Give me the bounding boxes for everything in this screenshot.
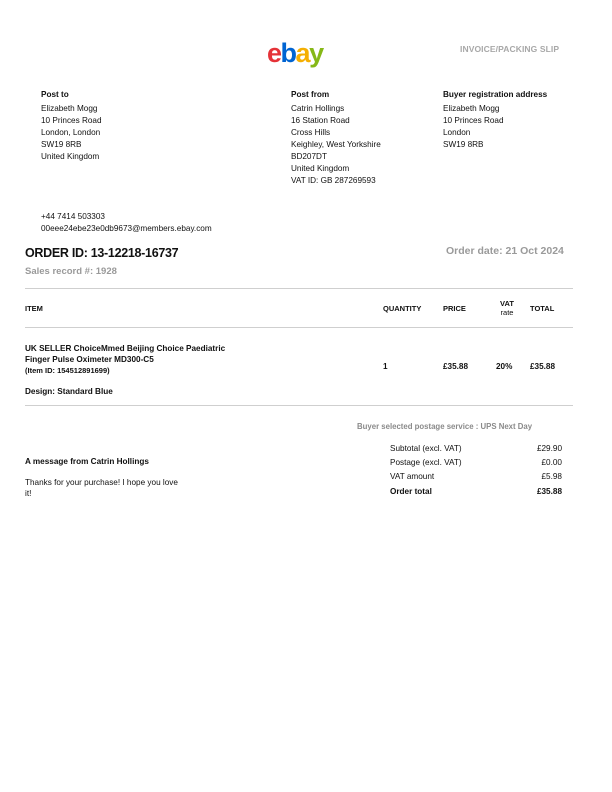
totals-value: £29.90 [536, 444, 562, 453]
buyer-contact [41, 211, 212, 235]
vat-header-line: rate [500, 308, 514, 317]
post-from-line: Catrin Hollings [291, 104, 345, 113]
buyer-registration-line: Elizabeth Mogg [443, 104, 500, 113]
totals-row-vat [390, 472, 562, 486]
item-variant: Design: Standard Blue [25, 387, 113, 396]
totals-value: £35.88 [536, 487, 562, 496]
buyer-registration-block [443, 89, 547, 151]
post-to-line: Elizabeth Mogg [41, 104, 98, 113]
item-price: £35.88 [443, 362, 469, 371]
item-quantity: 1 [383, 362, 388, 371]
totals-value: £5.98 [541, 472, 562, 481]
column-header-quantity: QUANTITY [383, 304, 422, 313]
post-from-line: VAT ID: GB 287269593 [291, 176, 376, 185]
post-from-line: Keighley, West Yorkshire [291, 140, 381, 149]
table-header-divider [25, 327, 573, 328]
order-id: ORDER ID: 13-12218-16737 [25, 246, 179, 260]
totals-row-order-total [390, 487, 562, 501]
buyer-registration-heading: Buyer registration address [443, 90, 548, 99]
totals-value: £0.00 [541, 458, 562, 467]
post-from-line: 16 Station Road [291, 116, 350, 125]
post-to-line: 10 Princes Road [41, 116, 102, 125]
totals-label: Subtotal (excl. VAT) [390, 444, 462, 453]
totals-label: Order total [390, 487, 432, 496]
post-from-line: United Kingdom [291, 164, 350, 173]
logo-letter-y: y [309, 38, 323, 68]
logo-letter-a: a [295, 38, 310, 68]
buyer-phone: +44 7414 503303 [41, 212, 105, 221]
item-id: (Item ID: 154512891699) [25, 366, 110, 375]
post-to-heading: Post to [41, 90, 69, 99]
totals-label: VAT amount [390, 472, 435, 481]
totals-row-postage [390, 458, 562, 472]
totals-row-subtotal [390, 444, 562, 458]
seller-message-heading: A message from Catrin Hollings [25, 457, 149, 466]
item-total: £35.88 [530, 362, 556, 371]
buyer-registration-line: London [443, 128, 471, 137]
column-header-vat-rate [496, 299, 518, 317]
postage-service: Buyer selected postage service : UPS Next Day [357, 422, 533, 431]
post-from-block [291, 89, 381, 187]
item-title[interactable]: UK SELLER ChoiceMmed Beijing Choice Paediatric [25, 344, 226, 353]
table-bottom-divider [25, 405, 573, 406]
table-top-divider [25, 288, 573, 289]
vat-header-line: VAT [500, 299, 514, 308]
column-header-price: PRICE [443, 304, 466, 313]
item-vat-rate: 20% [496, 362, 513, 371]
post-to-line: SW19 8RB [41, 140, 82, 149]
sales-record: Sales record #: 1928 [25, 266, 117, 277]
post-to-line: United Kingdom [41, 152, 100, 161]
ebay-logo [267, 40, 323, 67]
logo-letter-e: e [267, 38, 281, 68]
column-header-total: TOTAL [530, 304, 555, 313]
post-from-line: BD207DT [291, 152, 327, 161]
order-date: Order date: 21 Oct 2024 [446, 245, 564, 257]
table-row [25, 343, 365, 397]
seller-message-body: Thanks for your purchase! I hope you love it! [25, 478, 178, 498]
column-header-item: ITEM [25, 304, 43, 313]
logo-letter-b: b [280, 38, 296, 68]
post-to-block [41, 89, 102, 163]
post-from-line: Cross Hills [291, 128, 331, 137]
buyer-registration-line: SW19 8RB [443, 140, 484, 149]
post-to-line: London, London [41, 128, 101, 137]
buyer-email[interactable]: 00eee24ebe23e0db9673@members.ebay.com [41, 224, 212, 233]
post-from-heading: Post from [291, 90, 330, 99]
totals-label: Postage (excl. VAT) [390, 458, 462, 467]
buyer-registration-line: 10 Princes Road [443, 116, 504, 125]
document-title: INVOICE/PACKING SLIP [460, 44, 560, 54]
item-title[interactable]: Finger Pulse Oximeter MD300-C5 [25, 355, 154, 364]
